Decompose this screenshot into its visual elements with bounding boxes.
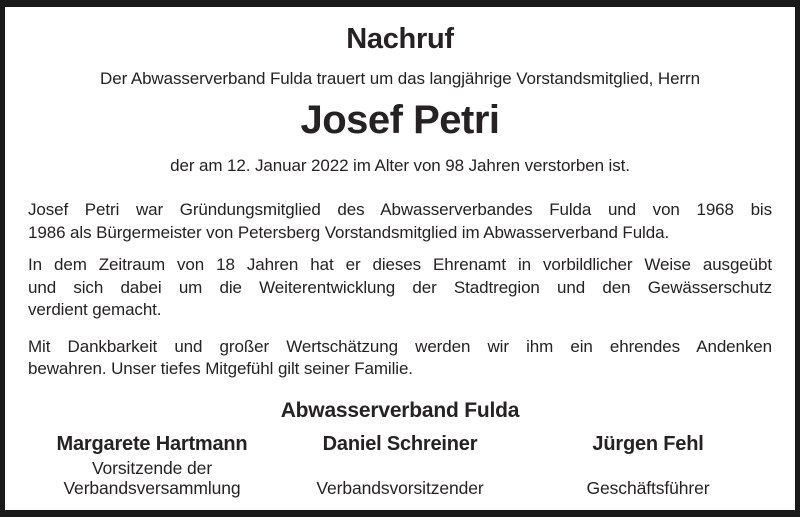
paragraph-line: bewahren. Unser tiefes Mitgefühl gilt seiner Familie. bbox=[28, 359, 413, 378]
paragraph-line: und sich dabei um die Weiterentwicklung der Stadtregion und den Gewässerschutz bbox=[28, 277, 772, 297]
paragraph-2 bbox=[28, 254, 772, 322]
signatory-2 bbox=[276, 433, 524, 499]
paragraph-line: In dem Zeitraum von 18 Jahren hat er dieses Ehrenamt in vorbildlicher Weise ausgeübt bbox=[28, 255, 772, 274]
signatory-name: Margarete Hartmann bbox=[56, 432, 248, 455]
signatories-row bbox=[28, 433, 772, 499]
paragraph-line: Josef Petri war Gründungsmitglied des Abwasserverbandes Fulda und von 1968 bis bbox=[28, 200, 772, 219]
signatory-name: Daniel Schreiner bbox=[322, 432, 478, 455]
notice-title: Nachruf bbox=[346, 23, 454, 55]
organization-name: Abwasserverband Fulda bbox=[280, 398, 520, 422]
death-date-line: der am 12. Januar 2022 im Alter von 98 Jahren verstorben ist. bbox=[170, 156, 630, 175]
signatory-role-text: Geschäftsführer bbox=[586, 478, 710, 498]
deceased-name: Josef Petri bbox=[300, 98, 500, 142]
paragraph-line: Mit Dankbarkeit und großer Wertschätzung werden wir ihm ein ehrendes Andenken bbox=[28, 336, 772, 356]
signatory-role bbox=[28, 456, 276, 499]
paragraph-3 bbox=[28, 336, 772, 381]
signatory-3 bbox=[524, 433, 772, 499]
signatory-role-text: Vorsitzende der Verbandsversammlung bbox=[63, 457, 241, 498]
signatory-role bbox=[524, 456, 772, 499]
signatory-role-text: Verbandsvorsitzender bbox=[316, 478, 484, 498]
intro-line: Der Abwasserverband Fulda trauert um das langjährige Vorstandsmitglied, Herrn bbox=[100, 69, 700, 88]
signatory-name: Jürgen Fehl bbox=[592, 432, 704, 455]
paragraph-1 bbox=[28, 199, 772, 244]
paragraph-line: verdient gemacht. bbox=[28, 300, 162, 319]
paragraph-line: 1986 als Bürgermeister von Petersberg Vorstandsmitglied im Abwasserverband Fulda. bbox=[28, 222, 670, 242]
signatory-role bbox=[276, 456, 524, 499]
signatory-1 bbox=[28, 433, 276, 499]
